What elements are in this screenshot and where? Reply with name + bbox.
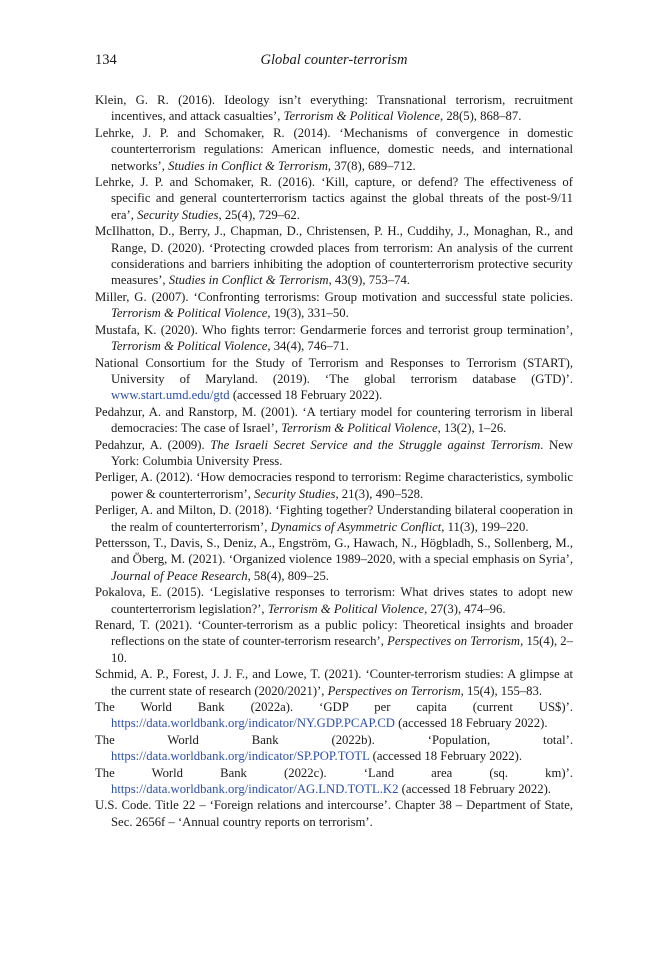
reference-entry (95, 174, 573, 223)
reference-text: (accessed 18 February 2022). (369, 749, 523, 764)
reference-text: Perliger, A. and Milton, D. (2018). ‘Fighting together? Understanding bilateral cooperation in the realm of counterterrorism’, (95, 503, 573, 534)
reference-text: The World Bank (2022b). ‘Population, total’. (95, 732, 573, 747)
reference-text: Pettersson, T., Davis, S., Deniz, A., Engström, G., Hawach, N., Högbladh, S., Sollenberg, M., and Öberg, M. (2021). ‘Organized violence 1989–2020, with a special emphasis on Syria’, (95, 535, 573, 567)
reference-text: Schmid, A. P., Forest, J. J. F., and Lowe, T. (2021). ‘Counter-terrorism studies: A glimpse at the current state of research (2020/2021)’, (95, 667, 573, 698)
reference-text: (accessed 18 February 2022). (229, 388, 383, 403)
reference-entry (95, 666, 573, 699)
reference-entry (95, 797, 573, 830)
reference-link[interactable]: www.start.umd.edu/gtd (111, 388, 230, 403)
reference-text: , 13(2), 1–26. (437, 421, 507, 436)
reference-entry (95, 125, 573, 174)
reference-text: Pedahzur, A. (2009). (95, 437, 211, 452)
reference-source-title: Dynamics of Asymmetric Conflict (270, 519, 442, 534)
reference-text: Miller, G. (2007). ‘Confronting terrorisms: Group motivation and successful state policies. (95, 289, 573, 304)
reference-entry (95, 92, 573, 125)
reference-entry (95, 584, 573, 617)
reference-text: Lehrke, J. P. and Schomaker, R. (2014). ‘Mechanisms of convergence in domestic counterterrorism regulations: American influence, domestic needs, and international networks’, (95, 125, 573, 173)
reference-source-title: Terrorism & Political Violence (111, 306, 268, 321)
reference-link[interactable]: https://data.worldbank.org/indicator/AG.LND.TOTL.K2 (111, 782, 399, 797)
reference-source-title: Studies in Conflict & Terrorism (168, 158, 328, 173)
reference-entry (95, 732, 573, 765)
reference-text: National Consortium for the Study of Terrorism and Responses to Terrorism (START), University of Maryland. (2019). ‘The global terrorism database (GTD)’. (95, 355, 573, 386)
reference-text: The World Bank (2022a). ‘GDP per capita (current US$)’. (95, 700, 573, 715)
reference-entry (95, 437, 573, 470)
reference-list (95, 92, 573, 830)
reference-text: U.S. Code. Title 22 – ‘Foreign relations and intercourse’. Chapter 38 – Department of State, Sec. 2656f – ‘Annual country reports on terrorism’. (95, 798, 573, 829)
reference-text: , 34(4), 746–71. (267, 339, 349, 354)
reference-text: Pokalova, E. (2015). ‘Legislative responses to terrorism: What drives states to adopt new counterterrorism legislation?’, (95, 585, 573, 616)
reference-entry (95, 617, 573, 666)
reference-entry (95, 502, 573, 535)
reference-text: , 28(5), 868–87. (439, 109, 522, 124)
reference-text: , 15(4), 2–10. (111, 634, 573, 665)
reference-text: , 15(4), 155–83. (460, 683, 543, 698)
reference-source-title: Terrorism & Political Violence (281, 421, 438, 436)
reference-entry (95, 289, 573, 322)
reference-source-title: Terrorism & Political Violence (283, 109, 440, 124)
reference-source-title: Terrorism & Political Violence (111, 339, 268, 354)
reference-text: , 58(4), 809–25. (247, 568, 329, 583)
reference-entry (95, 355, 573, 404)
reference-text: Pedahzur, A. and Ranstorp, M. (2001). ‘A tertiary model for countering terrorism in liberal democracies: The case of Israel’, (95, 404, 573, 436)
reference-entry (95, 535, 573, 584)
reference-link[interactable]: https://data.worldbank.org/indicator/SP.POP.TOTL (111, 749, 370, 764)
reference-source-title: Terrorism & Political Violence (267, 601, 425, 616)
reference-entry (95, 469, 573, 502)
reference-source-title: Journal of Peace Research (111, 568, 248, 583)
reference-text: , 11(3), 199–220. (441, 519, 529, 534)
reference-text: (accessed 18 February 2022). (394, 716, 548, 731)
reference-entry (95, 699, 573, 732)
reference-text: The World Bank (2022c). ‘Land area (sq. km)’. (95, 765, 573, 780)
reference-text: , 43(9), 753–74. (328, 273, 410, 288)
reference-source-title: Security Studies (137, 207, 219, 222)
reference-source-title: Security Studies (254, 486, 336, 501)
reference-text: Lehrke, J. P. and Schomaker, R. (2016). ‘Kill, capture, or defend? The effectiveness of specific and general counterterrorism tactics against the global threats of the post-9/11 era’, (95, 175, 573, 222)
reference-text: Renard, T. (2021). ‘Counter-terrorism as a public policy: Theoretical insights and broader reflections on the state of counter-terrorism research’, (95, 618, 573, 649)
reference-entry (95, 223, 573, 289)
reference-link[interactable]: https://data.worldbank.org/indicator/NY.GDP.PCAP.CD (111, 716, 395, 731)
reference-entry (95, 765, 573, 798)
page-number: 134 (95, 52, 117, 68)
reference-source-title: Perspectives on Terrorism (387, 634, 521, 649)
reference-source-title: Perspectives on Terrorism (327, 683, 461, 698)
reference-text: , 21(3), 490–528. (335, 486, 424, 501)
reference-text: , 37(8), 689–712. (327, 158, 416, 173)
reference-entry (95, 322, 573, 355)
reference-text: Perliger, A. (2012). ‘How democracies respond to terrorism: Regime characteristics, symbolic power & counterterrorism’, (95, 470, 573, 501)
reference-text: , 27(3), 474–96. (424, 601, 506, 616)
reference-text: , 19(3), 331–50. (267, 306, 349, 321)
reference-source-title: The Israeli Secret Service and the Struggle against Terrorism (210, 437, 541, 452)
reference-text: . New York: Columbia University Press. (111, 437, 573, 468)
reference-entry (95, 404, 573, 437)
reference-text: Mustafa, K. (2020). Who fights terror: Gendarmerie forces and terrorist group termination’, (95, 322, 573, 337)
reference-text: (accessed 18 February 2022). (398, 782, 551, 797)
reference-text: McIlhatton, D., Berry, J., Chapman, D., Christensen, P. H., Cuddihy, J., Monaghan, R., and Range, D. (2020). ‘Protecting crowded places from terrorism: An analysis of the current considerations and barriers inhibiting the adoption of counterterrorism protective security measures’, (95, 224, 573, 288)
reference-text: Klein, G. R. (2016). Ideology isn’t everything: Transnational terrorism, recruitment incentives, and attack casualties’, (95, 93, 573, 124)
running-title: Global counter-terrorism (260, 52, 408, 68)
reference-text: , 25(4), 729–62. (218, 207, 300, 222)
reference-source-title: Studies in Conflict & Terrorism (168, 273, 329, 288)
